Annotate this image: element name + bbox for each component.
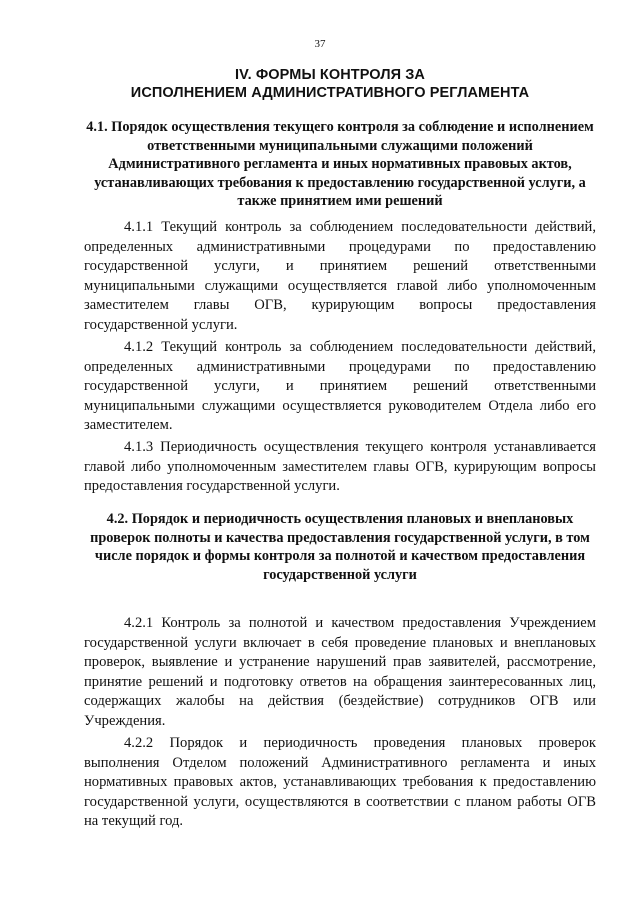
chapter-title [80, 66, 580, 102]
paragraph-4-1-1: 4.1.1 Текущий контроль за соблюдением последовательности действий, определенных административными процедурами по предоставлению государственной услуги, и принятием решений ответственными муниципальными служащими осуществляется главой либо уполномоченным заместителем главы ОГВ, курирующим вопросы предоставления государственной услуги. [84, 219, 596, 333]
paragraph-4-2-2: 4.2.2 Порядок и периодичность проведения плановых проверок выполнения Отделом положений Административного регламента и иных нормативных правовых актов, устанавливающих требования к предоставлению государственной услуги, осуществляются в соответствии с планом работы ОГВ на текущий год. [84, 735, 596, 830]
paragraph-4-2-1: 4.2.1 Контроль за полнотой и качеством предоставления Учреждением государственной услуги включает в себя проведение плановых и внеплановых проверок, выявление и устранение нарушений прав заявителей, рассмотрение, принятие решений и подготовку ответов на обращения заинтересованных лиц, содержащих жалобы на действия (бездействие) сотрудников ОГВ или Учреждения. [84, 615, 596, 729]
chapter-title-line-1: IV. ФОРМЫ КОНТРОЛЯ ЗА [235, 67, 425, 83]
paragraph-4-1-3: 4.1.3 Периодичность осуществления текущего контроля устанавливается главой либо уполномоченным заместителем главы ОГВ, курирующим вопросы предоставления государственной услуги. [84, 439, 596, 495]
chapter-title-line-2: ИСПОЛНЕНИЕМ АДМИНИСТРАТИВНОГО РЕГЛАМЕНТА [130, 85, 530, 101]
page-number: 37 [314, 38, 326, 50]
section-4-1-heading: 4.1. Порядок осуществления текущего контроля за соблюдение и исполнением ответственными муниципальными служащими положений Административного регламента и иных нормативных правовых актов, устанавливающих требования к предоставлению государственной услуги, а также принятием ими решений [86, 119, 594, 209]
paragraph-4-1-2: 4.1.2 Текущий контроль за соблюдением последовательности действий, определенных административными процедурами по предоставлению государственной услуги, и принятием решений ответственными муниципальными служащими осуществляется руководителем Отдела либо его заместителем. [84, 339, 596, 434]
section-4-2-heading: 4.2. Порядок и периодичность осуществления плановых и внеплановых проверок полноты и качества предоставления государственной услуги, в том числе порядок и формы контроля за полнотой и качеством предоставления государственной услуги [90, 511, 590, 583]
